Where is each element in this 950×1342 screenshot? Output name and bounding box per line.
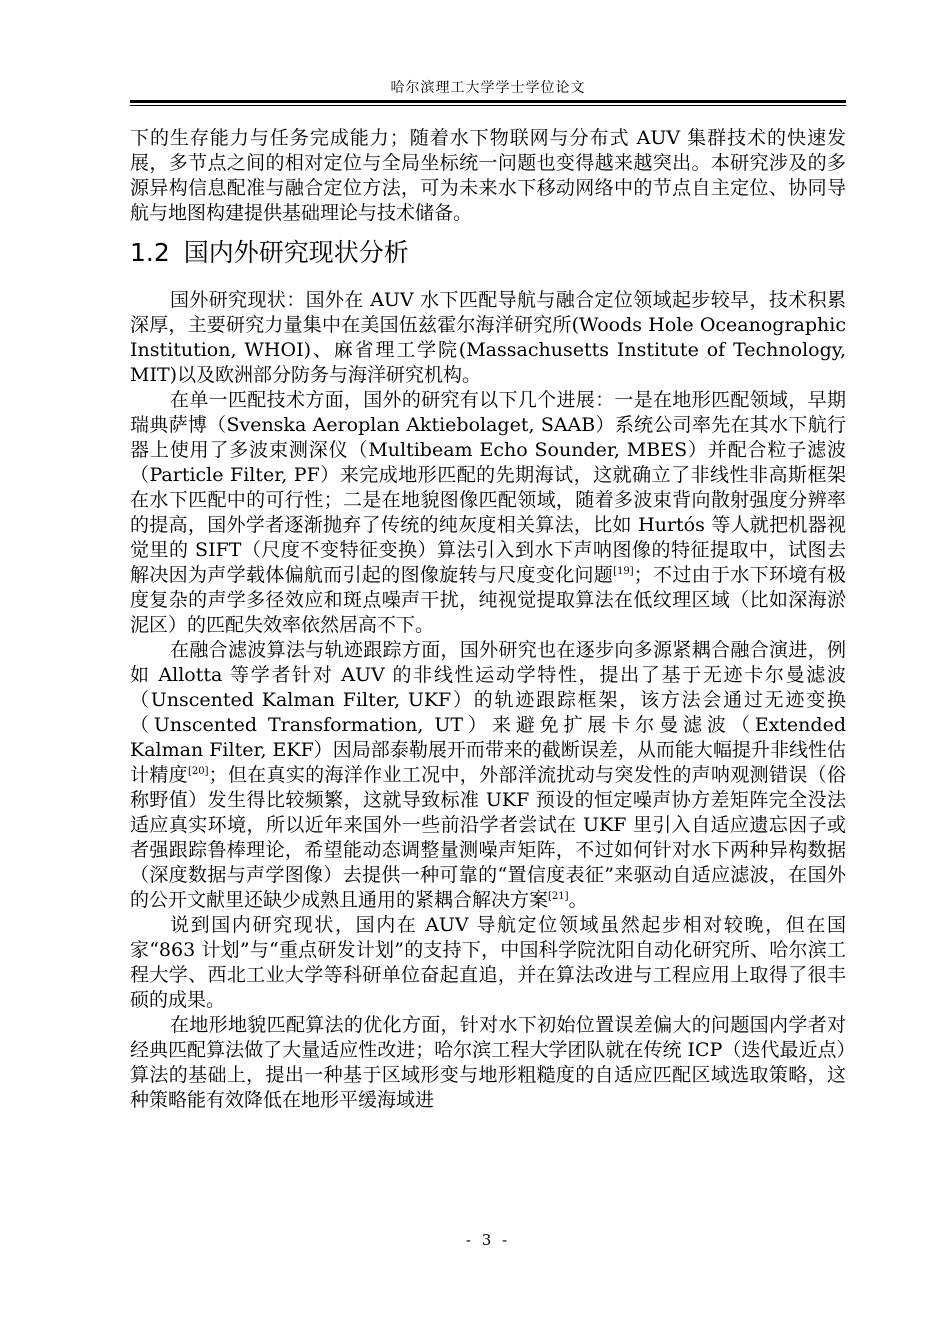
running-header: 哈尔滨理工大学学士学位论文: [390, 80, 586, 96]
paragraph-text: 。: [568, 889, 588, 911]
page-number: - 3 -: [465, 1231, 511, 1249]
citation-19: [19]: [613, 566, 634, 577]
paragraph-foreign-status: 国外研究现状：国外在 AUV 水下匹配导航与融合定位领域起步较早，技术积累深厚，主要研究力量集中在美国伍兹霍尔海洋研究所(Woods Hole Oceanographic Institution, WHOI)、麻省理工学院(Massachusetts Institute of Technology, MIT)以及欧洲部分防务与海洋研究机构。: [130, 289, 846, 386]
header-rule-thin: [130, 105, 846, 106]
paragraph-text: 在融合滤波算法与轨迹跟踪方面，国外研究也在逐步向多源紧耦合融合演进，例如 Allotta 等学者针对 AUV 的非线性运动学特性，提出了基于无迹卡尔曼滤波（Unscented Kalman Filter, UKF）的轨迹跟踪框架，该方法会通过无迹变换（Unscented Transformation, UT）来避免扩展卡尔曼滤波（Extended Kalman Filter, EKF）因局部泰勒展开而带来的截断误差，从而能大幅提升非线性估计精度: [130, 639, 846, 786]
section-number: 1.2: [130, 238, 170, 267]
section-title: 国内外研究现状分析: [183, 238, 409, 267]
paragraph-text: ；但在真实的海洋作业工况中，外部洋流扰动与突发性的声呐观测错误（俗称野值）发生得比较频繁，这就导致标准 UKF 预设的恒定噪声协方差矩阵完全没法适应真实环境，所以近年来国外一些前沿学者尝试在 UKF 里引入自适应遗忘因子或者强跟踪鲁棒理论，希望能动态调整量测噪声矩阵，不过如何针对水下两种异构数据（深度数据与声学图像）去提供一种可靠的“置信度表征”来驱动自适应滤波，在国外的公开文献里还缺少成熟且通用的紧耦合解决方案: [130, 764, 846, 911]
paragraph-text: 在单一匹配技术方面，国外的研究有以下几个进展：一是在地形匹配领域，早期瑞典萨博（Svenska Aeroplan Aktiebolaget, SAAB）系统公司率先在其水下航行器上使用了多波束测深仪（Multibeam Echo Sounder, MBES）并配合粒子滤波（Particle Filter, PF）来完成地形匹配的先期海试，这就确立了非线性非高斯框架在水下匹配中的可行性；二是在地貌图像匹配领域，随着多波束背向散射强度分辨率的提高，国外学者逐渐抛弃了传统的纯灰度相关算法，比如 Hurtós 等人就把机器视觉里的 SIFT（尺度不变特征变换）算法引入到水下声呐图像的特征提取中，试图去解决因为声学载体偏航而引起的图像旋转与尺度变化问题: [130, 389, 846, 586]
citation-21: [21]: [548, 891, 569, 902]
paragraph-fusion-filtering: [130, 638, 846, 913]
paragraph-continued: 下的生存能力与任务完成能力；随着水下物联网与分布式 AUV 集群技术的快速发展，多节点之间的相对定位与全局坐标统一问题也变得越来越突出。本研究涉及的多源异构信息配准与融合定位方法，可为未来水下移动网络中的节点自主定位、协同导航与地图构建提供基础理论与技术储备。: [130, 127, 846, 224]
paragraph-text: ；不过由于水下环境有极度复杂的声学多径效应和斑点噪声干扰，纯视觉提取算法在低纹理区域（比如深海淤泥区）的匹配失效率依然居高不下。: [130, 564, 846, 636]
paragraph-single-matching: [130, 388, 846, 638]
header-rule-thick: [130, 100, 846, 103]
paragraph-domestic-status: 说到国内研究现状，国内在 AUV 导航定位领域虽然起步相对较晚，但在国家“863 计划”与“重点研发计划”的支持下，中国科学院沈阳自动化研究所、哈尔滨工程大学、西北工业大学等科研单位奋起直追，并在算法改进与工程应用上取得了很丰硕的成果。: [130, 914, 846, 1011]
page-body: [130, 126, 846, 1113]
section-heading: [130, 236, 846, 270]
paragraph-terrain-matching: 在地形地貌匹配算法的优化方面，针对水下初始位置误差偏大的问题国内学者对经典匹配算法做了大量适应性改进；哈尔滨工程大学团队就在传统 ICP（迭代最近点）算法的基础上，提出一种基于区域形变与地形粗糙度的自适应匹配区域选取策略，这种策略能有效降低在地形平缓海域进: [130, 1014, 846, 1111]
citation-20: [20]: [187, 766, 209, 777]
